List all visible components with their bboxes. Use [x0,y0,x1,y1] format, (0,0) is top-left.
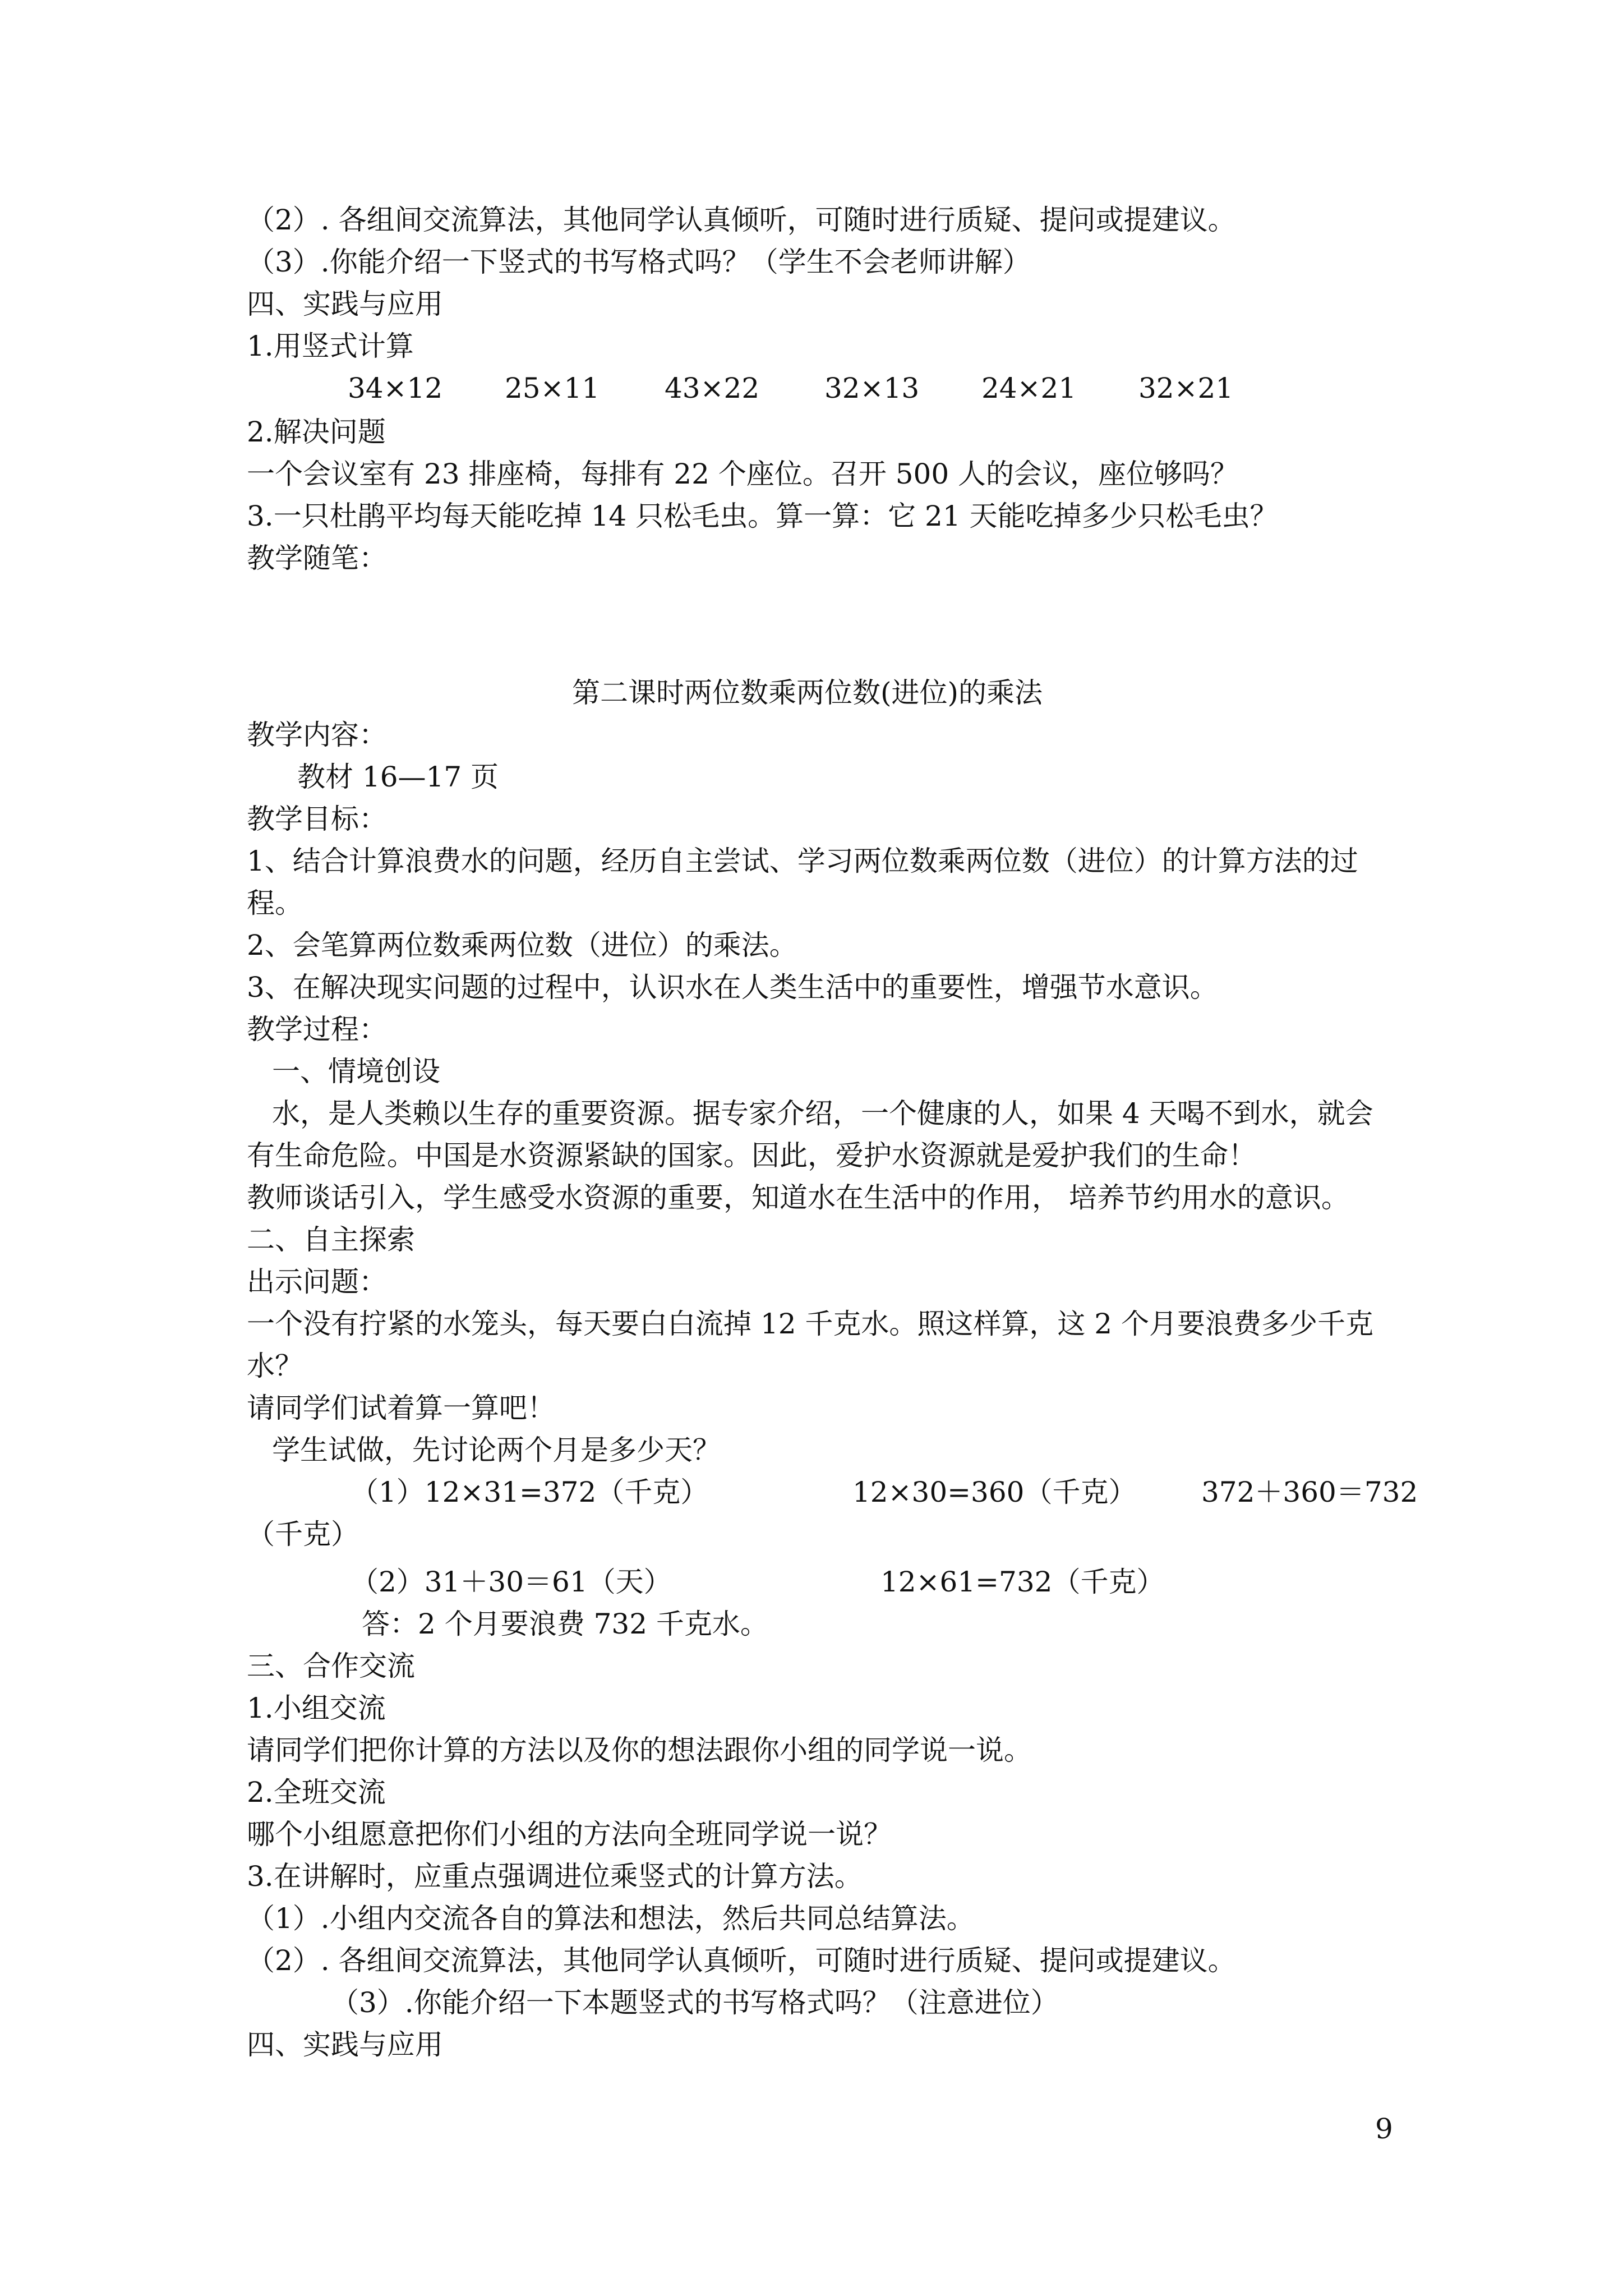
text-line: 教师谈话引入，学生感受水资源的重要，知道水在生活中的作用， 培养节约用水的意识。 [247,1181,1349,1214]
page-number: 9 [1375,2113,1393,2145]
method-line: 372＋360＝732 [1201,1476,1418,1508]
text-line: 有生命危险。中国是水资源紧缺的国家。因此，爱护水资源就是爱护我们的生命！ [247,1139,1256,1172]
text-line: 3.在讲解时，应重点强调进位乘竖式的计算方法。 [247,1860,863,1893]
text-line: 教学随笔： [247,542,387,574]
text-line: 教材 16—17 页 [297,761,499,793]
text-line: 3.一只杜鹃平均每天能吃掉 14 只松毛虫。算一算：它 21 天能吃掉多少只松毛虫？ [247,500,1278,532]
text-line: 1.用竖式计算 [247,330,414,362]
text-line: 1、结合计算浪费水的问题，经历自主尝试、学习两位数乘两位数（进位）的计算方法的过 [247,845,1358,877]
text-line: （2）. 各组间交流算法，其他同学认真倾听，可随时进行质疑、提问或提建议。 [247,1944,1236,1977]
text-line: 一个没有拧紧的水笼头，每天要白白流掉 12 千克水。照这样算，这 2 个月要浪费多少千克 [247,1308,1374,1340]
lesson-title: 第二课时两位数乘两位数(进位)的乘法 [572,677,1043,709]
text-line: 哪个小组愿意把你们小组的方法向全班同学说一说？ [247,1818,892,1851]
exercise-item: 32×21 [1138,372,1234,404]
text-line: 请同学们试着算一算吧！ [247,1392,555,1424]
text-line: 2、会笔算两位数乘两位数（进位）的乘法。 [247,929,797,961]
text-line: 2.全班交流 [247,1776,386,1809]
text-line: 3、在解决现实问题的过程中，认识水在人类生活中的重要性，增强节水意识。 [247,971,1218,1004]
exercise-item: 25×11 [505,372,600,404]
text-line: （2）. 各组间交流算法，其他同学认真倾听，可随时进行质疑、提问或提建议。 [247,204,1236,236]
exercise-item: 34×12 [348,372,443,404]
text-line: 水，是人类赖以生存的重要资源。据专家介绍，一个健康的人，如果 4 天喝不到水，就会 [272,1097,1373,1130]
section-heading: 二、自主探索 [247,1223,415,1256]
method-line: （2）31＋30＝61（天） [351,1566,672,1598]
text-line: （3）.你能介绍一下竖式的书写格式吗？（学生不会老师讲解） [247,246,1031,278]
exercise-item: 43×22 [665,372,760,404]
text-line: 出示问题： [247,1266,387,1298]
method-line: （1）12×31=372（千克） [351,1476,709,1508]
exercise-item: 24×21 [981,372,1077,404]
text-line: 1.小组交流 [247,1692,386,1724]
text-line: 学生试做，先讨论两个月是多少天？ [272,1434,721,1466]
section-heading: 四、实践与应用 [247,2028,443,2061]
text-line: 水？ [247,1350,303,1382]
text-line: 程。 [247,887,303,919]
section-heading: 三、合作交流 [247,1650,415,1682]
method-line: （千克） [247,1518,359,1550]
text-line: （1）.小组内交流各自的算法和想法，然后共同总结算法。 [247,1902,975,1935]
text-line: 2.解决问题 [247,416,386,448]
text-line: （3）.你能介绍一下本题竖式的书写格式吗？（注意进位） [331,1986,1059,2019]
method-line: 12×30=360（千克） [852,1476,1137,1508]
section-heading: 四、实践与应用 [247,288,443,320]
text-line: 教学目标： [247,803,387,835]
text-line: 教学过程： [247,1013,387,1046]
method-line: 12×61=732（千克） [880,1566,1165,1598]
answer-line: 答：2 个月要浪费 732 千克水。 [362,1608,768,1640]
text-line: 教学内容： [247,719,387,751]
exercise-item: 32×13 [824,372,920,404]
text-line: 一个会议室有 23 排座椅，每排有 22 个座位。召开 500 人的会议，座位够吗？ [247,458,1239,490]
text-line: 请同学们把你计算的方法以及你的想法跟你小组的同学说一说。 [247,1734,1032,1766]
section-heading: 一、情境创设 [272,1055,440,1088]
